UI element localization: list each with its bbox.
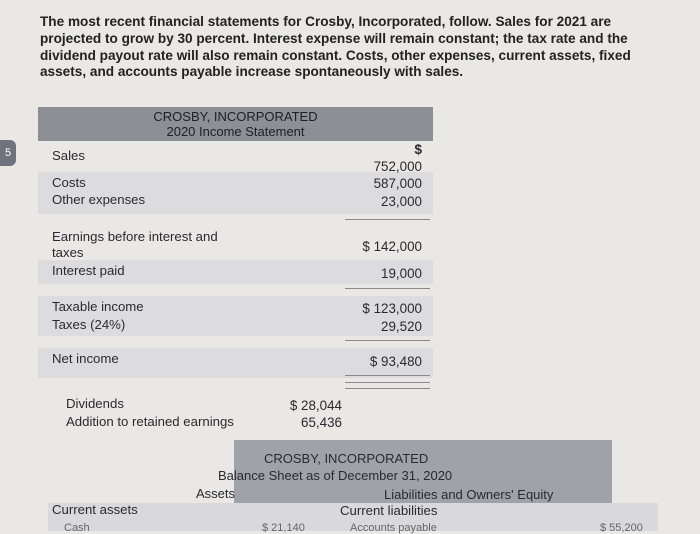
ebit-value: $ 142,000 bbox=[362, 239, 422, 254]
sales-label: Sales bbox=[52, 148, 85, 163]
net-income-rule-1 bbox=[345, 375, 430, 376]
ebit-label-line2: taxes bbox=[52, 245, 84, 260]
net-income-value: $ 93,480 bbox=[369, 354, 422, 369]
costs-value: 587,000 bbox=[373, 176, 422, 191]
interest-label: Interest paid bbox=[52, 263, 125, 278]
interest-value: 19,000 bbox=[381, 266, 422, 281]
taxable-income-label: Taxable income bbox=[52, 299, 144, 314]
other-expenses-label: Other expenses bbox=[52, 192, 146, 207]
income-statement-title: 2020 Income Statement bbox=[166, 124, 305, 139]
interest-rule bbox=[345, 288, 430, 289]
sales-value: 752,000 bbox=[373, 159, 422, 174]
subtotal-rule bbox=[345, 219, 430, 220]
dividends-value: $ 28,044 bbox=[289, 398, 342, 413]
current-liabilities-label: Current liabilities bbox=[340, 503, 438, 518]
taxes-rule bbox=[345, 340, 430, 341]
net-income-label: Net income bbox=[52, 351, 119, 366]
balance-sheet-title: Balance Sheet as of December 31, 2020 bbox=[218, 468, 453, 483]
net-income-rule-2 bbox=[345, 382, 430, 383]
cash-value: $ 21,140 bbox=[262, 522, 305, 534]
retained-earnings-value: 65,436 bbox=[301, 415, 342, 430]
cash-label: Cash bbox=[64, 522, 90, 534]
retained-earnings-label: Addition to retained earnings bbox=[66, 414, 234, 429]
accounts-payable-value: $ 55,200 bbox=[600, 522, 643, 534]
taxes-label: Taxes (24%) bbox=[52, 317, 126, 332]
net-income-rule-3 bbox=[345, 388, 430, 389]
costs-label: Costs bbox=[52, 175, 86, 190]
balance-company-name: CROSBY, INCORPORATED bbox=[264, 451, 429, 466]
current-assets-label: Current assets bbox=[52, 502, 138, 517]
income-company-name: CROSBY, INCORPORATED bbox=[153, 109, 318, 124]
taxable-income-value: $ 123,000 bbox=[362, 301, 422, 316]
taxes-value: 29,520 bbox=[381, 319, 422, 334]
ebit-label-line1: Earnings before interest and bbox=[52, 229, 218, 244]
currency-symbol: $ bbox=[414, 142, 422, 157]
assets-heading: Assets bbox=[196, 486, 236, 501]
problem-text: The most recent financial statements for Crosby, Incorporated, follow. Sales for 2021 are projected to grow by 30 percent. Interest expense will remain constant; the tax rate and the dividend payout rate will also remain constant. Costs, other expenses, current assets, fixed assets, and accounts payable increase spontaneously with sales. bbox=[40, 14, 631, 80]
liabilities-heading: Liabilities and Owners' Equity bbox=[384, 487, 554, 502]
dividends-label: Dividends bbox=[66, 396, 124, 411]
income-statement-header bbox=[38, 107, 433, 141]
other-expenses-value: 23,000 bbox=[381, 194, 422, 209]
side-tab[interactable]: 5 bbox=[0, 140, 16, 166]
accounts-payable-label: Accounts payable bbox=[350, 522, 437, 534]
